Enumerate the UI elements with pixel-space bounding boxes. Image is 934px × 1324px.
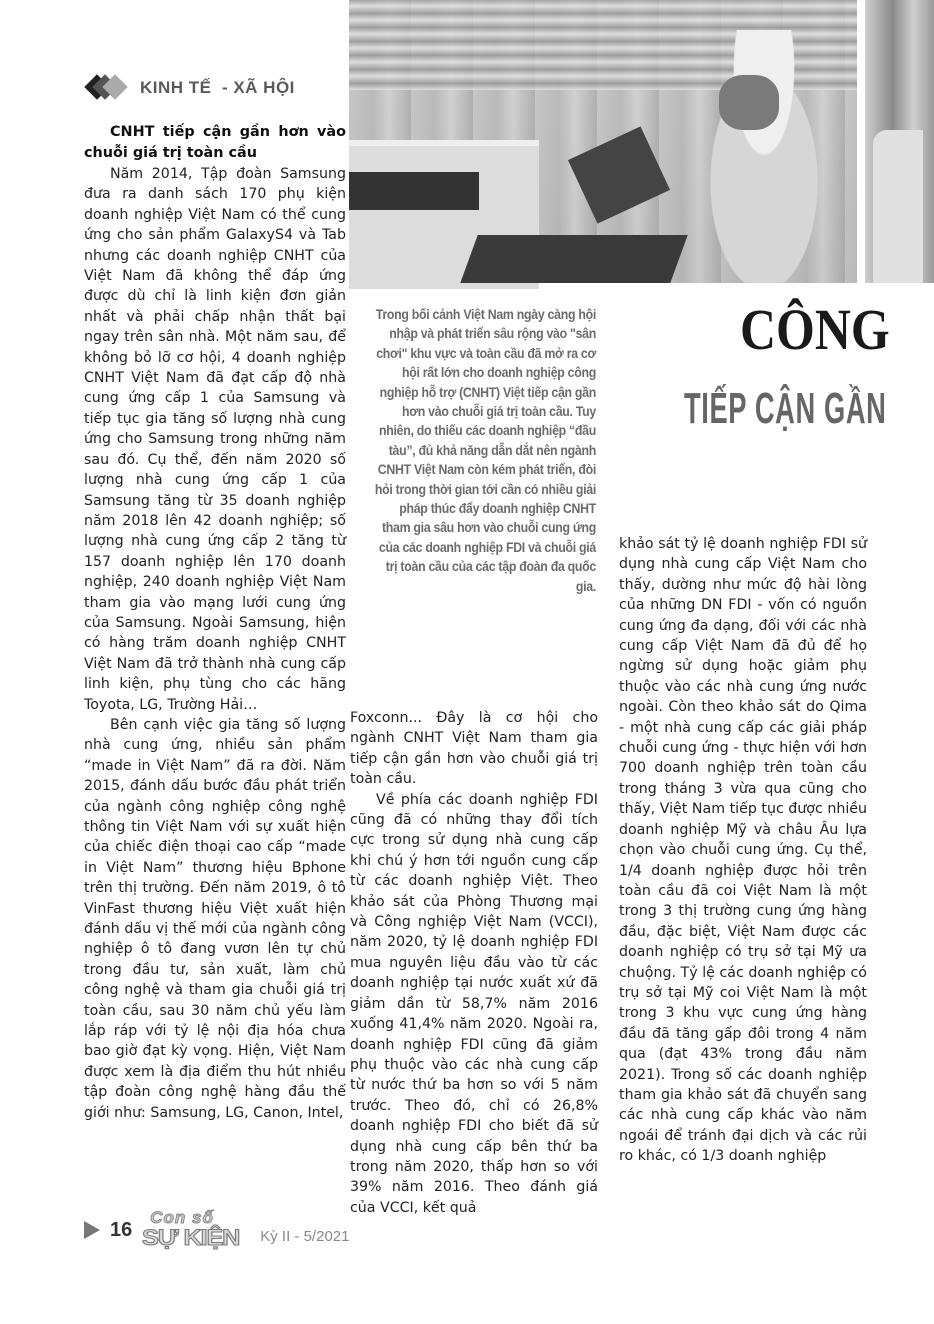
factory-photo-secondary <box>865 0 934 283</box>
section-header <box>84 76 295 100</box>
page-number: 16 <box>110 1218 133 1241</box>
magazine-logo <box>142 1210 250 1250</box>
chevron-double-left-icon <box>84 76 132 100</box>
paragraph: Foxconn... Đây là cơ hội cho ngành CNHT Việt Nam tham gia tiếp cận gần hơn vào chuỗi giá trị toàn cầu. <box>350 710 598 788</box>
paragraph: Bên cạnh việc gia tăng số lượng nhà cung ứng, nhiều sản phẩm “made in Việt Nam” đã ra đời. Năm 2015, đánh dấu bước đầu phát triển của ngành công nghiệp công nghệ thông tin Việt Nam với sự xuất hiện của chiếc điện thoại cao cấp “made in Việt Nam” thương hiệu Bphone trên thị trường. Đến năm 2019, ô tô VinFast thương hiệu Việt xuất hiện đánh dấu vị thế mới của ngành công nghiệp ô tô đang vươn lên tự chủ trong đầu tư, sản xuất, làm chủ công nghệ và tham gia chuỗi giá trị toàn cầu, sau 30 năm chủ yếu làm lắp ráp với tỷ lệ nội địa hóa chưa bao giờ đạt kỳ vọng. Hiện, Việt Nam được xem là địa điểm thu hút nhiều tập đoàn công nghệ hàng đầu thế giới như: Samsung, LG, Canon, Intel, <box>84 716 346 1121</box>
page-footer <box>84 1210 349 1250</box>
play-arrow-icon <box>84 1221 100 1239</box>
logo-line-1: Con số <box>150 1208 214 1227</box>
article-column-1 <box>84 122 346 1123</box>
subheading: CNHT tiếp cận gần hơn vào chuỗi giá trị toàn cầu <box>84 124 346 161</box>
factory-photo <box>349 0 857 283</box>
paragraph: Về phía các doanh nghiệp FDI cũng đã có những thay đổi tích cực trong sử dụng nhà cung cấp khi chú ý hơn tới nguồn cung cấp từ các doanh nghiệp Việt. Theo khảo sát của Phòng Thương mại và Công nghiệp Việt Nam (VCCI), năm 2020, tỷ lệ doanh nghiệp FDI mua nguyên liệu đầu vào từ các doanh nghiệp tại nước xuất xứ đã giảm dần từ 58,7% năm 2016 xuống 41,4% năm 2020. Ngoài ra, doanh nghiệp FDI cũng đã giảm phụ thuộc vào các nhà cung cấp từ nước thứ ba hơn so với 5 năm trước. Theo đó, chỉ có 26,8% doanh nghiệp FDI cho biết đã sử dụng nhà cung cấp bên thứ ba trong năm 2020, thấp hơn so với 39% năm 2016. Theo đánh giá của VCCI, kết quả <box>350 791 598 1216</box>
paragraph: khảo sát tỷ lệ doanh nghiệp FDI sử dụng nhà cung cấp Việt Nam cho thấy, dường như mức độ hài lòng của những DN FDI - vốn có nguồn cung ứng đa dạng, đối với các nhà cung cấp Việt Nam đã đủ để họ ngừng sử dụng hoặc giảm phụ thuộc vào các nhà cung ứng nước ngoài. Còn theo khảo sát do Qima - một nhà cung cấp các giải pháp chuỗi cung ứng - thực hiện với hơn 700 doanh nghiệp trên toàn cầu trong tháng 3 vừa qua cũng cho thấy, Việt Nam tiếp tục được nhiều doanh nghiệp Mỹ và châu Âu lựa chọn vào chuỗi cung ứng. Cụ thể, 1/4 doanh nghiệp được hỏi trên toàn cầu đã coi Việt Nam là một trong 3 thị trường cung ứng hàng đầu, đặc biệt, Việt Nam được các doanh nghiệp có trụ sở tại Mỹ ưa chuộng. Tỷ lệ các doanh nghiệp có trụ sở tại Mỹ coi Việt Nam là một trong 3 khu vực cung ứng hàng đầu đã tăng gấp đôi trong 4 năm qua (đạt 43% trong đầu năm 2021). Trong số các doanh nghiệp tham gia khảo sát đã chuyển sang các nhà cung cấp khác vào năm ngoái để tránh đại dịch và các rủi ro khác, có 1/3 doanh nghiệp <box>619 536 867 1165</box>
section-title: KINH TẾ - XÃ HỘI <box>140 78 295 97</box>
headline-line-2: TIẾP CẬN GẦN <box>684 384 887 433</box>
paragraph: Năm 2014, Tập đoàn Samsung đưa ra danh sách 170 phụ kiện doanh nghiệp Việt Nam có thể cung ứng cho sản phẩm GalaxyS4 và Tab nhưng các doanh nghiệp CNHT của Việt Nam đã không thể đáp ứng được dù chỉ là linh kiện đơn giản nhất và phải chấp nhận thất bại ngay trên sân nhà. Một năm sau, để không bỏ lỡ cơ hội, 4 doanh nghiệp CNHT Việt Nam đã đạt cấp độ nhà cung ứng cấp 1 của Samsung và tiếp tục gia tăng số lượng nhà cung ứng cho Samsung trong những năm sau đó. Cụ thể, đến năm 2020 số lượng nhà cung ứng cấp 1 của Samsung tăng từ 35 doanh nghiệp năm 2018 lên 42 doanh nghiệp; số lượng nhà cung ứng cấp 2 tăng từ 157 doanh nghiệp lên 170 doanh nghiệp, 240 doanh nghiệp Việt Nam tham gia vào mạng lưới cung ứng của Samsung. Ngoài Samsung, hiện có hàng trăm doanh nghiệp CNHT Việt Nam đã trở thành nhà cung cấp linh kiện, phụ tùng cho các hãng Toyota, LG, Trường Hải… <box>84 166 346 713</box>
article-column-3 <box>619 534 867 1167</box>
pull-quote: Trong bối cảnh Việt Nam ngày càng hội nhập và phát triển sâu rộng vào "sân chơi" khu vực và toàn cầu đã mở ra cơ hội rất lớn cho doanh nghiệp công nghiệp hỗ trợ (CNHT) Việt tiếp cận gần hơn vào chuỗi giá trị toàn cầu. Tuy nhiên, do thiếu các doanh nghiệp “đầu tàu”, đủ khả năng dẫn dắt nên ngành CNHT Việt Nam còn kém phát triển, đòi hỏi trong thời gian tới cần có nhiều giải pháp thúc đẩy doanh nghiệp CNHT tham gia sâu hơn vào chuỗi cung ứng của các doanh nghiệp FDI và chuỗi giá trị toàn cầu của các tập đoàn đa quốc gia. <box>374 307 596 594</box>
issue-label: Kỳ II - 5/2021 <box>260 1227 350 1245</box>
logo-line-2: SỰ KIỆN <box>142 1225 240 1250</box>
headline-line-1: CÔNG <box>740 297 890 362</box>
article-column-2 <box>350 708 598 1218</box>
